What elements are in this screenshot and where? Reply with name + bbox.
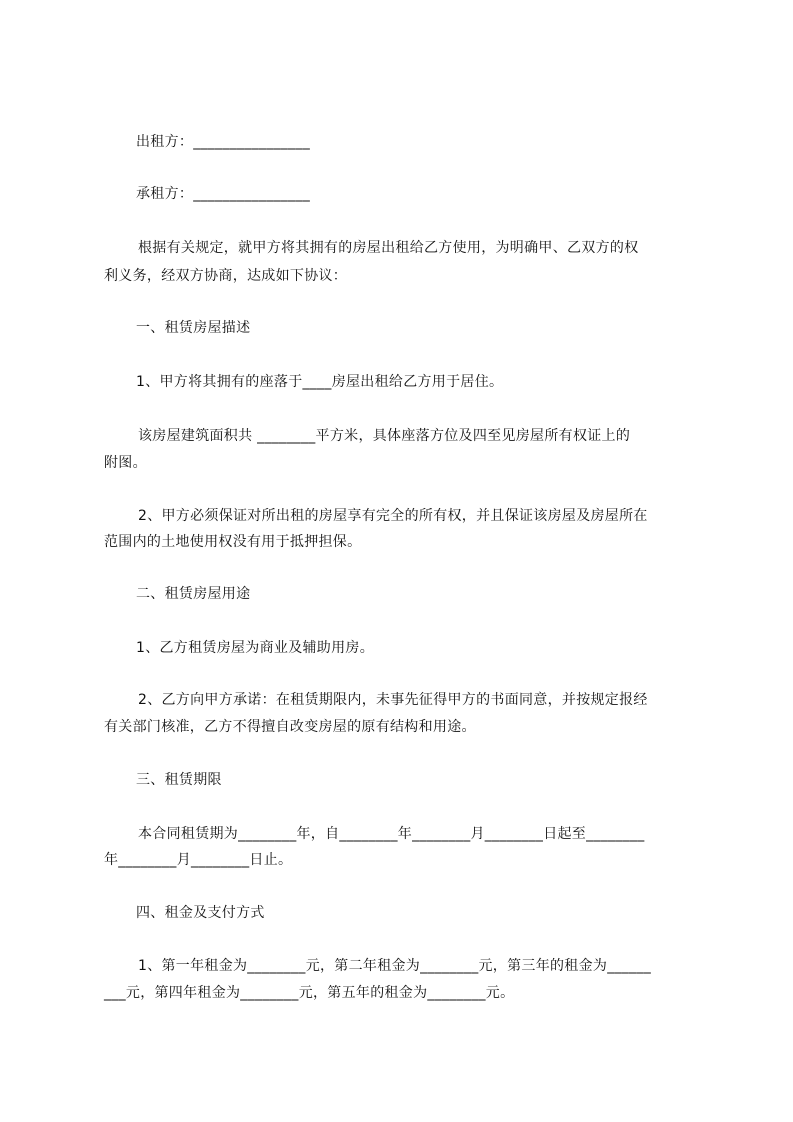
section-4-item-1-line-2: ___元，第四年租金为________元，第五年的租金为________元。 <box>104 985 515 1001</box>
section-1-heading: 一、租赁房屋描述 <box>136 320 251 336</box>
section-2-item-2-line-1: 2、乙方向甲方承诺：在租赁期限内，未事先征得甲方的书面同意，并按规定报经 <box>138 692 648 708</box>
section-1-item-2-line-1: 2、甲方必须保证对所出租的房屋享有完全的所有权，并且保证该房屋及房屋所在 <box>138 508 648 524</box>
section-2-heading: 二、租赁房屋用途 <box>136 586 251 602</box>
section-1-area-line-2: 附图。 <box>104 455 147 471</box>
lessor-line: 出租方：________________ <box>136 134 310 150</box>
section-1-item-1: 1、甲方将其拥有的座落于____房屋出租给乙方用于居住。 <box>136 374 504 390</box>
section-3-text-line-1: 本合同租赁期为________年，自________年________月________日起至________ <box>138 826 645 842</box>
section-2-item-2-line-2: 有关部门核准，乙方不得擅自改变房屋的原有结构和用途。 <box>104 719 476 735</box>
intro-paragraph-line-2: 利义务，经双方协商，达成如下协议： <box>104 268 348 284</box>
intro-paragraph-line-1: 根据有关规定，就甲方将其拥有的房屋出租给乙方使用，为明确甲、乙双方的权 <box>138 240 639 256</box>
section-1-item-2-line-2: 范围内的土地使用权没有用于抵押担保。 <box>104 534 362 550</box>
section-4-heading: 四、租金及支付方式 <box>136 905 265 921</box>
section-3-text-line-2: 年________月________日止。 <box>104 852 293 868</box>
section-2-item-1: 1、乙方租赁房屋为商业及辅助用房。 <box>136 640 375 656</box>
section-1-area-line-1: 该房屋建筑面积共 ________平方米，具体座落方位及四至见房屋所有权证上的 <box>138 428 631 444</box>
section-4-item-1-line-1: 1、第一年租金为________元，第二年租金为________元，第三年的租金为______ <box>138 958 652 974</box>
lessee-line: 承租方：________________ <box>136 186 310 202</box>
section-3-heading: 三、租赁期限 <box>136 772 222 788</box>
